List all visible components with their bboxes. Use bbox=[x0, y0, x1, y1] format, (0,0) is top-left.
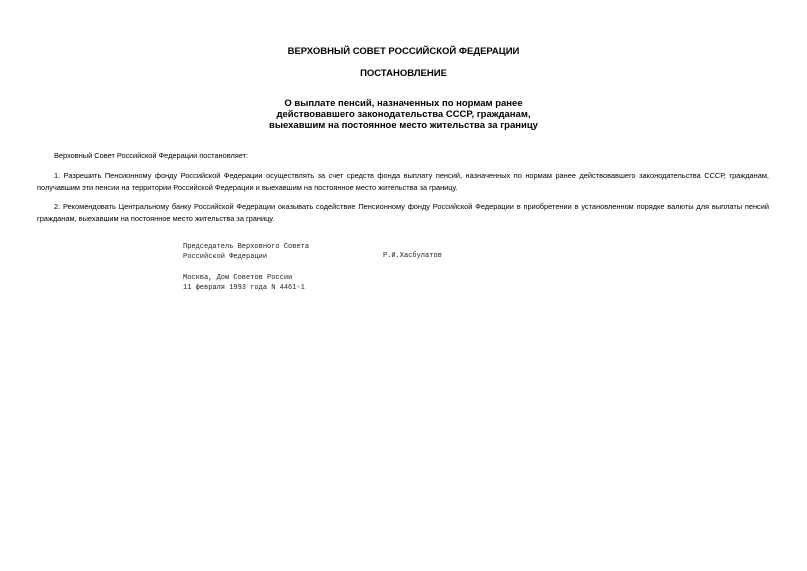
paragraph-2 bbox=[37, 201, 769, 225]
intro-text: Верховный Совет Российской Федерации постановляет: bbox=[54, 151, 249, 160]
signatory-name: Р.И.Хасбулатов bbox=[383, 252, 442, 260]
title-line: действовавшего законодательства СССР, гражданам, bbox=[276, 109, 531, 120]
paragraph-1 bbox=[37, 170, 769, 194]
date-number-line: 11 февраля 1993 года N 4461-1 bbox=[183, 283, 305, 292]
paragraph-2-text: 2. Рекомендовать Центральному банку Российской Федерации оказывать содействие Пенсионному фонду Российской Федерации в приобретении в установленном порядке валюты для выплаты пенсий гражданам, выехавшим на постоянное место жительства за границу. bbox=[37, 202, 769, 223]
place-line: Москва, Дом Советов России bbox=[183, 274, 293, 282]
position-line: Председатель Верховного Совета bbox=[183, 243, 310, 251]
position-line: Российской Федерации bbox=[183, 252, 268, 261]
title-line: О выплате пенсий, назначенных по нормам ранее bbox=[284, 98, 523, 109]
place-and-date bbox=[183, 274, 305, 293]
paragraph-1-text: 1. Разрешить Пенсионному фонду Российской Федерации осуществлять за счет средств фонда выплату пенсий, назначенных по нормам ранее действовавшего законодательства СССР, гражданам, получавшим эти пенсии на территории Российской Федерации и выехавшим на постоянное место жительства за границу. bbox=[37, 171, 769, 192]
title-line: выехавшим на постоянное место жительства за границу bbox=[269, 120, 538, 131]
intro-paragraph bbox=[37, 150, 769, 162]
issuing-authority: ВЕРХОВНЫЙ СОВЕТ РОССИЙСКОЙ ФЕДЕРАЦИИ bbox=[287, 46, 520, 57]
document-title bbox=[0, 98, 807, 131]
signatory-position bbox=[183, 243, 309, 262]
document-type: ПОСТАНОВЛЕНИЕ bbox=[360, 68, 447, 79]
